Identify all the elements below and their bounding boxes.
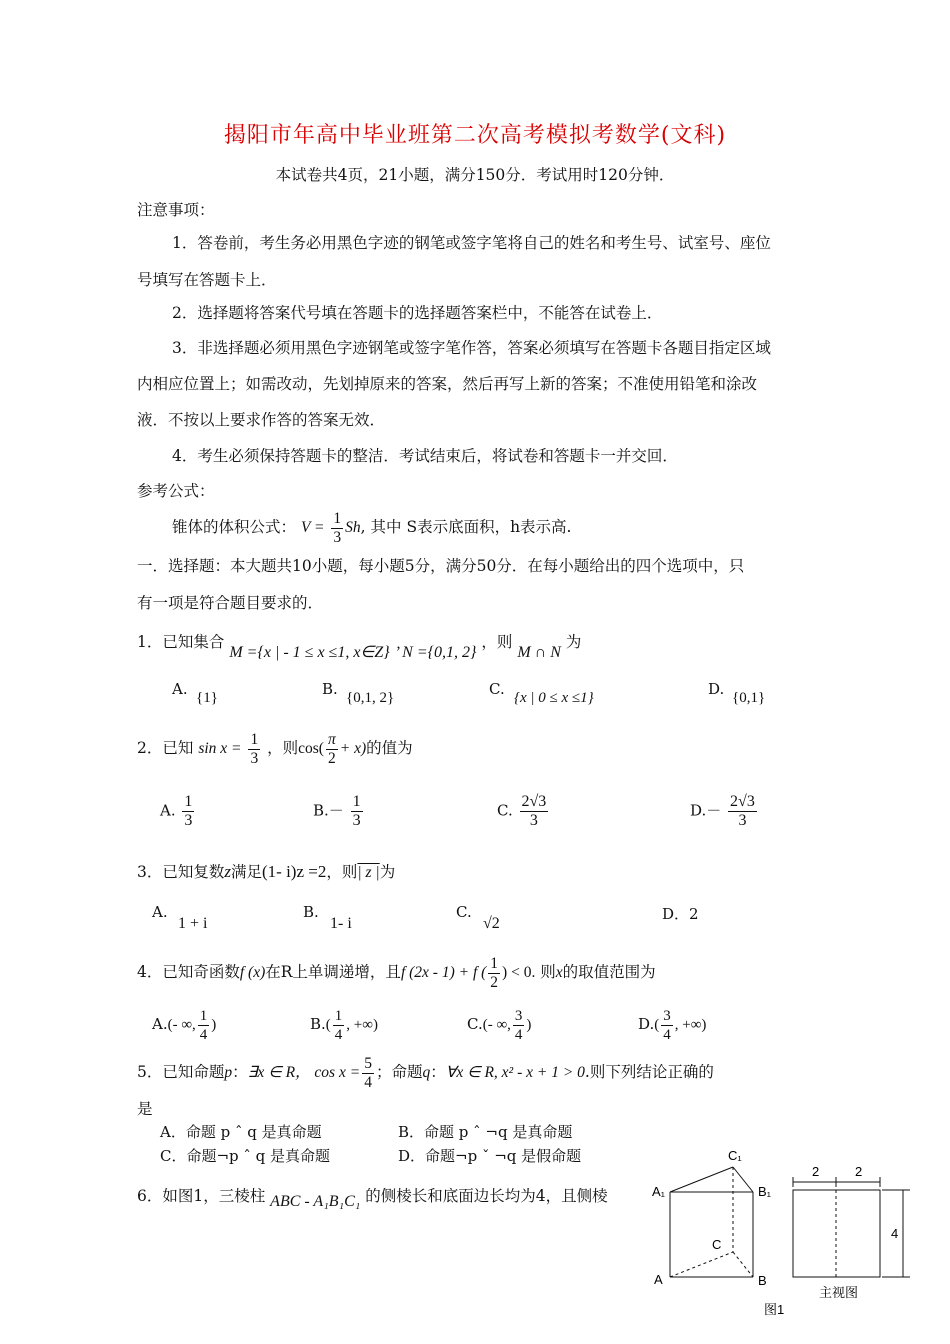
q2-option-d-num: 2√3 bbox=[730, 793, 755, 810]
q2-stem-c: 的值为 bbox=[366, 739, 413, 757]
front-view-figure bbox=[785, 1160, 915, 1305]
label-a: A bbox=[654, 1272, 663, 1287]
q2-option-d-den: 3 bbox=[738, 812, 747, 829]
q4-option-d-pre: ( bbox=[654, 1017, 660, 1033]
label-c1: C₁ bbox=[728, 1148, 742, 1163]
dimension-right-label: 2 bbox=[855, 1164, 863, 1179]
notice-item-3-line-1: 3．非选择题必须用黑色字迹钢笔或签字笔作答，答案必须填写在答题卡各题目指定区域 bbox=[172, 339, 771, 357]
q2-sin-fraction bbox=[248, 731, 260, 768]
q2-option-a-fraction bbox=[182, 793, 194, 830]
formula-denominator: 3 bbox=[333, 528, 342, 546]
q4-option-a bbox=[152, 1004, 216, 1045]
q4-option-b-pre: ( bbox=[325, 1017, 331, 1033]
formula-rhs: Sh bbox=[345, 519, 361, 536]
q1-option-d-label: D. bbox=[708, 680, 725, 698]
q4-option-b-num: 1 bbox=[334, 1007, 343, 1024]
question-1-stem bbox=[137, 632, 582, 661]
q5-cos: ， cos x = bbox=[295, 1064, 361, 1081]
q4-option-c-post: ) bbox=[526, 1017, 532, 1033]
q2-option-c bbox=[497, 793, 550, 830]
q5-stem-e: .则下列结论正确的 bbox=[584, 1063, 714, 1081]
q1-option-b-value: {0,1, 2} bbox=[346, 690, 395, 706]
q2-sin-den: 3 bbox=[250, 749, 259, 767]
q5-option-c: C．命题¬p ˆ q 是真命题 bbox=[160, 1147, 331, 1165]
front-view-caption: 主视图 bbox=[819, 1285, 859, 1300]
q4-option-d-fraction bbox=[661, 1007, 673, 1044]
q2-pi-num: π bbox=[327, 730, 336, 748]
notice-item-3-line-2: 内相应位置上；如需改动，先划掉原来的答案，然后再写上新的答案；不准使用铅笔和涂改 bbox=[137, 375, 758, 393]
q3-option-b-value: 1- i bbox=[330, 915, 352, 932]
q2-stem-a: 2．已知 bbox=[137, 739, 194, 757]
q3-stem-b: 满足 bbox=[231, 863, 263, 881]
q2-option-a-num: 1 bbox=[184, 793, 193, 810]
edge-c-b-hidden bbox=[733, 1252, 753, 1277]
q3-option-c-label: C. bbox=[456, 903, 472, 921]
label-c: C bbox=[712, 1237, 722, 1252]
q6-prism: ABC - A₁B₁C₁ bbox=[270, 1193, 361, 1210]
dimension-left-label: 2 bbox=[812, 1164, 820, 1179]
formula-prefix: 锥体的体积公式： bbox=[172, 518, 297, 536]
q4-option-a-num: 1 bbox=[199, 1007, 208, 1024]
q4-stem-d: 的取值范围为 bbox=[562, 963, 656, 981]
q4-ineq-a: f (2x - 1) + f ( bbox=[400, 964, 487, 981]
q3-abs-conjugate: | z | bbox=[357, 864, 380, 881]
q4-option-c-den: 4 bbox=[514, 1026, 523, 1043]
q4-option-a-label: A. bbox=[152, 1015, 168, 1033]
q6-stem-a: 6．如图1，三棱柱 bbox=[137, 1187, 266, 1205]
q1-option-a-label: A. bbox=[172, 680, 188, 698]
q4-option-b bbox=[310, 1004, 378, 1045]
notice-heading: 注意事项： bbox=[137, 201, 215, 219]
q1-stem-c: 为 bbox=[565, 633, 582, 651]
q2-pi-fraction bbox=[326, 731, 338, 768]
q4-option-a-fraction bbox=[198, 1007, 210, 1044]
q3-option-a-value: 1 + i bbox=[178, 915, 208, 932]
question-6-stem bbox=[137, 1186, 608, 1210]
q5-q: q bbox=[422, 1064, 431, 1081]
q5-stem-d: ： bbox=[430, 1063, 446, 1081]
q4-option-b-den: 4 bbox=[334, 1026, 343, 1043]
q4-option-c-fraction bbox=[513, 1007, 525, 1044]
q2-stem-b: ，则 bbox=[267, 739, 299, 757]
q2-option-c-den: 3 bbox=[529, 812, 538, 829]
q4-option-b-label: B. bbox=[310, 1015, 326, 1033]
q1-option-a-value: {1} bbox=[196, 690, 218, 706]
q5-p: p bbox=[224, 1064, 233, 1081]
q3-stem-a: 3．已知复数 bbox=[137, 863, 225, 881]
q2-pi-den: 2 bbox=[327, 749, 336, 767]
section-1-line-2: 有一项是符合题目要求的． bbox=[137, 594, 324, 612]
q1-option-b-label: B. bbox=[322, 680, 338, 698]
q4-option-c-pre: (- ∞, bbox=[482, 1017, 511, 1033]
question-2-stem bbox=[137, 728, 413, 769]
q2-cos-b: + x) bbox=[339, 740, 367, 757]
notice-item-2: 2．选择题将答案代号填在答题卡的选择题答案栏中，不能答在试卷上． bbox=[172, 304, 663, 322]
exam-title: 揭阳市年高中毕业班第二次高考模拟考数学(文科) bbox=[223, 123, 727, 148]
q3-z: z bbox=[224, 862, 231, 881]
q5-exists: ∃x ∈ R bbox=[247, 1064, 296, 1081]
q1-expr: M ∩ N bbox=[517, 644, 561, 661]
q4-option-a-post: ) bbox=[211, 1017, 217, 1033]
q4-option-b-fraction bbox=[333, 1007, 345, 1044]
edge-a1-c1 bbox=[670, 1167, 733, 1192]
q4-option-c-num: 3 bbox=[514, 1007, 523, 1024]
notice-item-1-line-2: 号填写在答题卡上． bbox=[137, 271, 277, 289]
q5-option-a: A．命题 p ˆ q 是真命题 bbox=[160, 1123, 322, 1141]
prism-figure bbox=[648, 1142, 788, 1322]
figure-caption: 图1 bbox=[764, 1302, 785, 1317]
section-1-line-1: 一．选择题：本大题共10小题，每小题5分，满分50分．在每小题给出的四个选项中，只 bbox=[137, 557, 745, 575]
q4-half-den: 2 bbox=[490, 973, 499, 991]
q5-cos-num: 5 bbox=[364, 1054, 372, 1072]
q5-cos-fraction bbox=[362, 1055, 374, 1092]
q2-option-b bbox=[313, 793, 365, 830]
q4-x: x bbox=[555, 964, 563, 981]
q4-stem-a: 4．已知奇函数 bbox=[137, 963, 240, 981]
q6-stem-b: 的侧棱长和底面边长均为4，且侧棱 bbox=[365, 1187, 608, 1205]
q4-f: f (x) bbox=[239, 964, 266, 981]
reference-heading: 参考公式： bbox=[137, 482, 215, 500]
q1-set-n: ’ N ={0,1, 2} bbox=[394, 644, 477, 661]
q2-option-d-label: D.－ bbox=[690, 801, 722, 820]
q2-option-a-label: A. bbox=[160, 801, 176, 820]
q4-option-d-post: , +∞) bbox=[674, 1017, 707, 1033]
q5-stem-c: ；命题 bbox=[375, 1063, 423, 1081]
q1-option-d-value: {0,1} bbox=[732, 690, 766, 706]
q4-option-d-label: D. bbox=[638, 1015, 655, 1033]
label-a1: A₁ bbox=[652, 1184, 666, 1199]
q5-stem-b: ： bbox=[232, 1063, 248, 1081]
q5-option-d: D．命题¬p ˇ ¬q 是假命题 bbox=[398, 1147, 582, 1165]
q2-sin-num: 1 bbox=[250, 730, 259, 748]
q5-stem-a: 5．已知命题 bbox=[137, 1063, 225, 1081]
formula-fraction bbox=[331, 510, 343, 547]
q4-option-a-den: 4 bbox=[199, 1026, 208, 1043]
q4-option-a-pre: (- ∞, bbox=[167, 1017, 196, 1033]
label-b: B bbox=[758, 1273, 767, 1288]
q2-option-c-fraction bbox=[520, 793, 549, 830]
q4-option-d-num: 3 bbox=[663, 1007, 671, 1024]
question-4-stem bbox=[137, 952, 656, 993]
dimension-height-label: 4 bbox=[891, 1226, 899, 1241]
q4-option-c bbox=[467, 1004, 531, 1045]
q4-option-b-post: , +∞) bbox=[346, 1017, 378, 1033]
q5-line-2: 是 bbox=[137, 1100, 153, 1118]
q2-option-b-num: 1 bbox=[352, 793, 361, 810]
question-5-stem bbox=[137, 1052, 714, 1093]
q1-option-c-value: {x | 0 ≤ x ≤1} bbox=[514, 690, 594, 706]
q1-stem-a: 1．已知集合 bbox=[137, 633, 225, 651]
q2-option-c-label: C. bbox=[497, 801, 513, 820]
q3-equation: (1- i)z =2 bbox=[262, 862, 327, 881]
q4-half-fraction bbox=[488, 955, 500, 992]
notice-item-4: 4．考生必须保持答题卡的整洁．考试结束后，将试卷和答题卡一并交回． bbox=[172, 447, 678, 465]
q1-option-c-label: C. bbox=[489, 680, 505, 698]
q4-option-c-label: C. bbox=[467, 1015, 483, 1033]
q3-stem-d: 为 bbox=[379, 863, 396, 881]
q4-option-d bbox=[638, 1004, 706, 1045]
q4-half-num: 1 bbox=[490, 954, 499, 972]
q2-option-b-label: B.－ bbox=[313, 801, 344, 820]
q3-stem-c: ，则 bbox=[326, 863, 358, 881]
q1-stem-b: ，则 bbox=[481, 633, 513, 651]
q2-option-c-num: 2√3 bbox=[521, 793, 547, 810]
q4-option-d-den: 4 bbox=[663, 1026, 671, 1043]
formula-numerator: 1 bbox=[333, 509, 342, 527]
label-b1: B₁ bbox=[758, 1184, 772, 1199]
q5-cos-den: 4 bbox=[364, 1073, 372, 1091]
q3-option-a-label: A. bbox=[152, 903, 168, 921]
q4-ineq-b: ) < 0. bbox=[502, 964, 536, 981]
q2-option-d-fraction bbox=[728, 793, 757, 830]
q3-option-c-value: √2 bbox=[483, 915, 500, 932]
q4-stem-b: 在R上单调递增，且 bbox=[265, 963, 401, 981]
edge-c1-b1 bbox=[733, 1167, 753, 1192]
exam-subtitle: 本试卷共4页，21小题，满分150分．考试用时120分钟． bbox=[275, 166, 675, 184]
notice-item-1-line-1: 1．答卷前，考生务必用黑色字迹的钢笔或签字笔将自己的姓名和考生号、试室号、座位 bbox=[172, 234, 771, 252]
question-3-stem bbox=[137, 862, 395, 883]
q5-option-b: B．命题 p ˆ ¬q 是真命题 bbox=[398, 1123, 573, 1141]
q3-option-d: D．2 bbox=[662, 905, 699, 923]
q2-option-d bbox=[690, 793, 759, 830]
q2-option-a-den: 3 bbox=[184, 812, 193, 829]
q2-option-b-den: 3 bbox=[352, 812, 361, 829]
q1-set-m: M ={x | - 1 ≤ x ≤1, x∈Z} bbox=[229, 644, 390, 661]
q2-option-b-fraction bbox=[351, 793, 363, 830]
q4-stem-c: 则 bbox=[540, 963, 556, 981]
q3-option-b-label: B. bbox=[303, 903, 319, 921]
formula-lhs: V = bbox=[300, 519, 325, 536]
q2-cos-a: cos( bbox=[298, 740, 324, 757]
volume-formula bbox=[172, 508, 571, 547]
q2-option-a bbox=[160, 793, 196, 830]
notice-item-3-line-3: 液．不按以上要求作答的答案无效． bbox=[137, 411, 386, 429]
q2-sin: sin x = bbox=[198, 740, 242, 757]
formula-suffix: , 其中 S表示底面积，h表示高. bbox=[360, 518, 572, 536]
edge-a-c-hidden bbox=[670, 1252, 733, 1277]
q5-forall: ∀x ∈ R, x² - x + 1 > 0 bbox=[445, 1064, 585, 1081]
